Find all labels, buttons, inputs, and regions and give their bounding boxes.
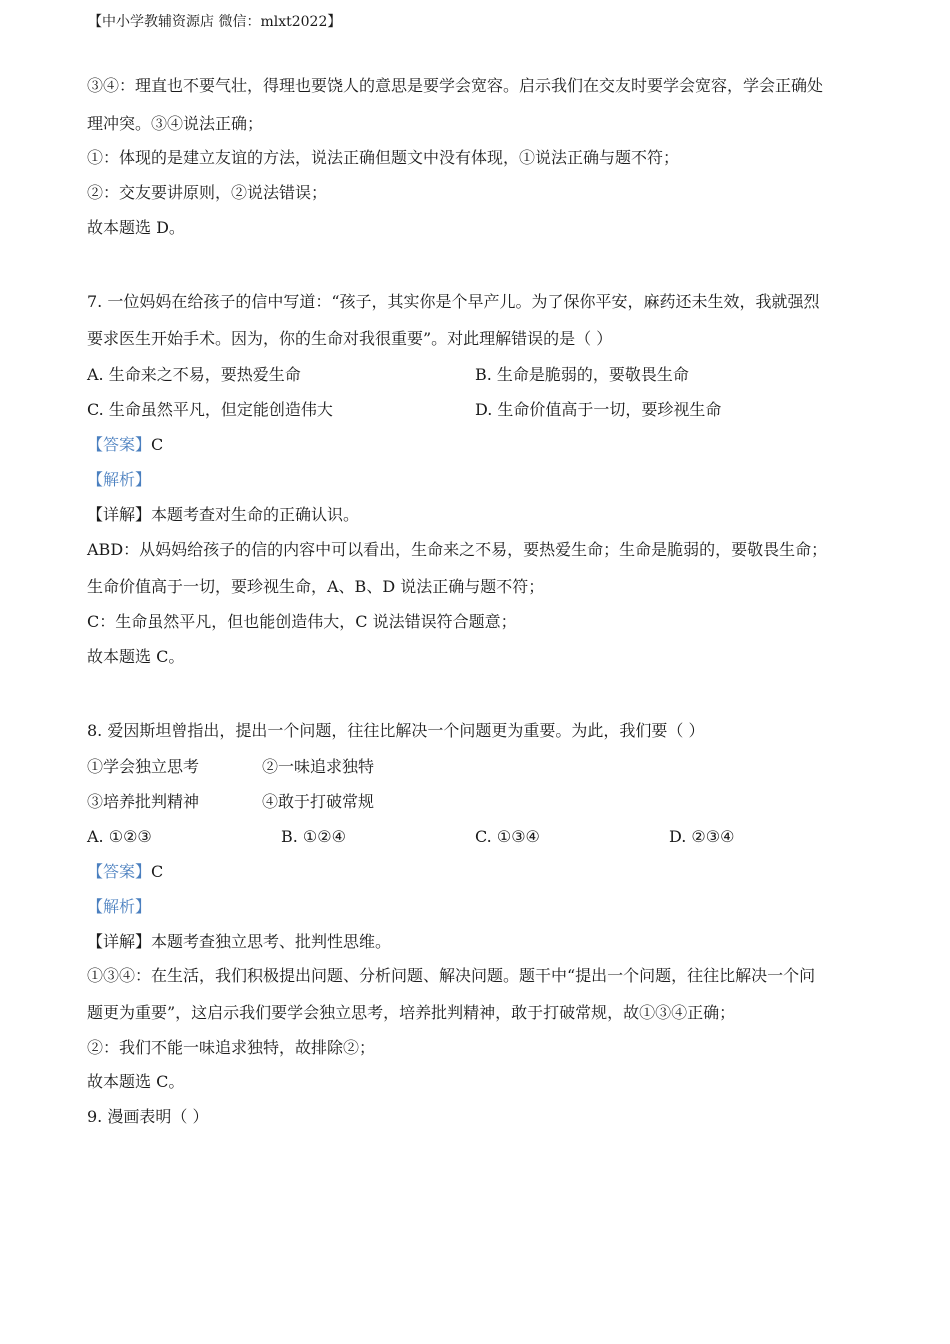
answer-tag: 【答案】 — [87, 435, 152, 454]
q8-explanation-line-1: ①③④：在生活，我们积极提出问题、分析问题、解决问题。题干中“提出一个问题，往往比解决一个问 — [87, 966, 816, 985]
q8-conclusion: 故本题选 C。 — [87, 1072, 185, 1091]
q8-stem: 8. 爱因斯坦曾指出，提出一个问题，往往比解决一个问题更为重要。为此，我们要（ ） — [87, 721, 705, 740]
q7-conclusion: 故本题选 C。 — [87, 647, 185, 666]
q8-explanation-line-3: ②：我们不能一味追求独特，故排除②； — [87, 1038, 376, 1057]
answer-value: C — [151, 862, 164, 881]
q7-analysis-tag: 【解析】 — [87, 470, 152, 489]
q9-stem: 9. 漫画表明（ ） — [87, 1107, 209, 1126]
q7-stem-line-1: 7. 一位妈妈在给孩子的信中写道：“孩子，其实你是个早产儿。为了保你平安，麻药还未生效，我就强烈 — [87, 292, 820, 311]
q7-stem-line-2: 要求医生开始手术。因为，你的生命对我很重要”。对此理解错误的是（ ） — [87, 329, 613, 348]
q7-explanation-line-1: ABD：从妈妈给孩子的信的内容中可以看出，生命来之不易，要热爱生命；生命是脆弱的，要敬畏生命； — [87, 540, 828, 559]
q8-answer — [87, 861, 163, 883]
q8-option-c: C. ①③④ — [475, 827, 540, 846]
q6-explanation-line-1: ③④：理直也不要气壮，得理也要饶人的意思是要学会宽容。启示我们在交友时要学会宽容，学会正确处 — [87, 76, 824, 95]
q6-explanation-line-2: 理冲突。③④说法正确； — [87, 114, 264, 133]
q7-option-b: B. 生命是脆弱的，要敬畏生命 — [475, 365, 689, 384]
q8-statement-2: ②一味追求独特 — [262, 757, 375, 776]
q7-explanation-line-3: C：生命虽然平凡，但也能创造伟大，C 说法错误符合题意； — [87, 612, 517, 631]
q8-option-d: D. ②③④ — [669, 827, 735, 846]
q7-option-d: D. 生命价值高于一切，要珍视生命 — [475, 400, 722, 419]
answer-tag: 【答案】 — [87, 862, 152, 881]
q6-conclusion: 故本题选 D。 — [87, 218, 185, 237]
page-header: 【中小学教辅资源店 微信：mlxt2022】 — [88, 14, 342, 30]
q7-option-a: A. 生命来之不易，要热爱生命 — [87, 365, 301, 384]
q8-statement-3: ③培养批判精神 — [87, 792, 200, 811]
q7-detail: 【详解】本题考查对生命的正确认识。 — [87, 505, 360, 524]
q7-answer — [87, 434, 163, 456]
q8-option-a: A. ①②③ — [87, 827, 152, 846]
q7-option-c: C. 生命虽然平凡，但定能创造伟大 — [87, 400, 333, 419]
q6-explanation-line-4: ②：交友要讲原则，②说法错误； — [87, 183, 328, 202]
q8-statement-1: ①学会独立思考 — [87, 757, 200, 776]
q8-option-b: B. ①②④ — [281, 827, 346, 846]
q8-explanation-line-2: 题更为重要”，这启示我们要学会独立思考，培养批判精神，敢于打破常规，故①③④正确； — [87, 1003, 736, 1022]
q8-detail: 【详解】本题考查独立思考、批判性思维。 — [87, 932, 392, 951]
q6-explanation-line-3: ①：体现的是建立友谊的方法，说法正确但题文中没有体现，①说法正确与题不符； — [87, 148, 680, 167]
answer-value: C — [151, 435, 164, 454]
q8-analysis-tag: 【解析】 — [87, 897, 152, 916]
q7-explanation-line-2: 生命价值高于一切，要珍视生命，A、B、D 说法正确与题不符； — [87, 577, 545, 596]
q8-statement-4: ④敢于打破常规 — [262, 792, 375, 811]
